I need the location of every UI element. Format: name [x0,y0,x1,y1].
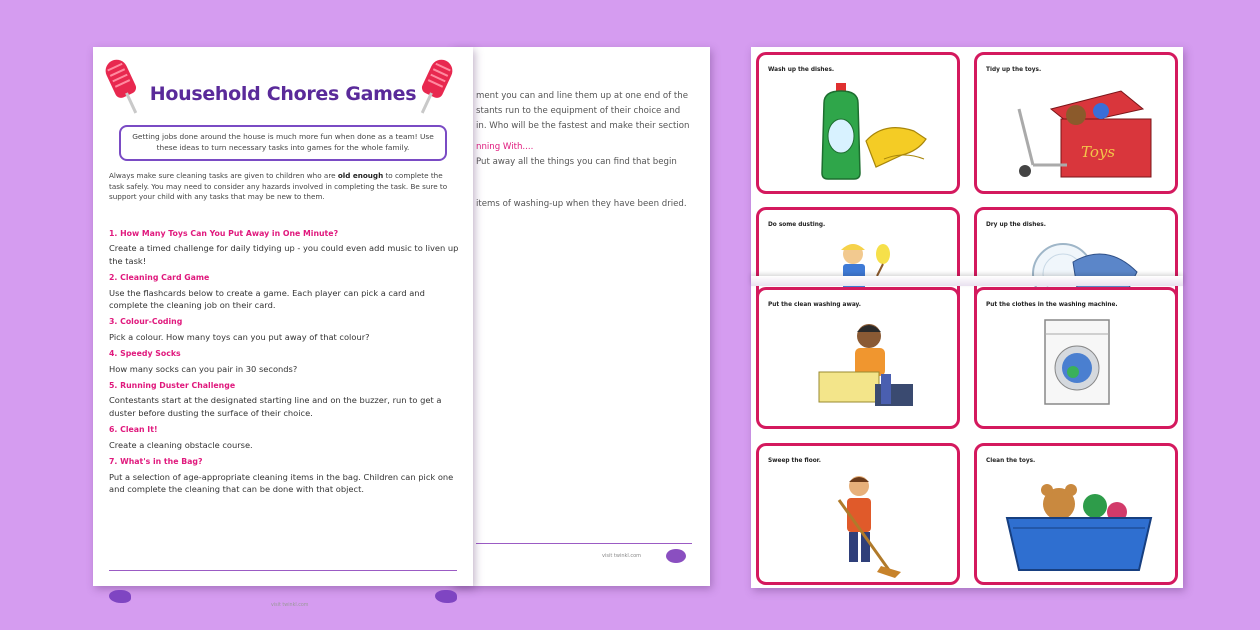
washing-up-liquid-icon [814,81,934,181]
back-page [452,47,710,586]
game-title: 5. Running Duster Challenge [109,381,236,391]
back-line: stants run to the equipment of their choice and [476,106,681,116]
toy-box-icon [1011,79,1161,187]
toy-tub-icon [999,478,1159,578]
guidance-text: Always make sure cleaning tasks are given to children who are [109,171,338,180]
card-label: Put the clothes in the washing machine. [986,302,1118,308]
game-title: 4. Speedy Socks [109,349,181,359]
game-description: Contestants start at the designated starting line and on the buzzer, run to get a duster before dusting the surface of their choice. [109,395,442,418]
flashcard-sheet [751,47,1183,588]
game-description: Pick a colour. How many toys can you put away of that colour? [109,331,370,342]
front-page [93,47,473,608]
game-title: 1. How Many Toys Can You Put Away in One Minute? [109,229,339,238]
game-title: 3. Colour-Coding [109,317,183,327]
child-sweeping-icon [819,470,919,578]
game-list [109,223,459,495]
back-line: Put away all the things you can find that begin [476,157,677,167]
back-heading: nning With.... [476,142,534,152]
guidance-emphasis: old enough [337,171,384,180]
footer-divider [476,543,692,544]
intro-box: Getting jobs done around the house is much more fun when done as a team! Use these ideas to turn necessary tasks into games for the whole family. [119,125,447,161]
flashcard [756,52,960,194]
card-label: Do some dusting. [768,222,826,228]
card-label: Wash up the dishes. [768,67,835,73]
twinkl-logo-icon [435,590,457,603]
card-label: Dry up the dishes. [986,222,1046,228]
game-description: Use the flashcards below to create a game. Each player can pick a card and complete the cleaning job on their card. [109,287,425,311]
footer-url: visit twinkl.com [271,603,309,608]
guidance-text: to complete the task safely. You may need to consider any hazards involved in completing the task. Be sure to support your child with any tasks that may be new to them. [109,171,448,202]
game-description: Create a cleaning obstacle course. [109,439,253,450]
washing-machine-icon [1039,316,1119,412]
twinkl-logo-icon [109,590,131,603]
card-label: Put the clean washing away. [768,302,861,308]
back-line: in. Who will be the fastest and make their section [476,121,690,131]
flashcard [974,287,1178,429]
twinkl-logo-icon [666,549,686,563]
card-label: Clean the toys. [986,458,1036,464]
card-label: Tidy up the toys. [986,67,1042,73]
flashcard [756,443,960,585]
flashcard [974,443,1178,585]
footer-url: visit twinkl.com [602,553,642,559]
game-description: Create a timed challenge for daily tidying up - you could even add music to liven up the task! [109,243,459,266]
game-title: 2. Cleaning Card Game [109,273,210,283]
footer-divider [109,570,457,571]
flashcard [974,52,1178,194]
page-title: Household Chores Games [149,83,417,105]
flashcard [756,287,960,429]
back-line: ment you can and line them up at one end of the [476,91,689,101]
safety-guidance [109,171,459,203]
game-description: How many socks can you pair in 30 seconds? [109,363,298,374]
back-page-text [476,89,706,212]
game-description: Put a selection of age-appropriate cleaning items in the bag. Children can pick one and complete the cleaning that can be done with that object. [109,471,454,494]
page-fold [751,276,1183,286]
child-with-washing-icon [799,314,939,422]
game-title: 6. Clean It! [109,425,158,435]
back-line: items of washing-up when they have been dried. [476,199,687,209]
card-label: Sweep the floor. [768,458,821,464]
game-title: 7. What's in the Bag? [109,457,203,467]
toy-box-label: Toys [1081,143,1116,161]
